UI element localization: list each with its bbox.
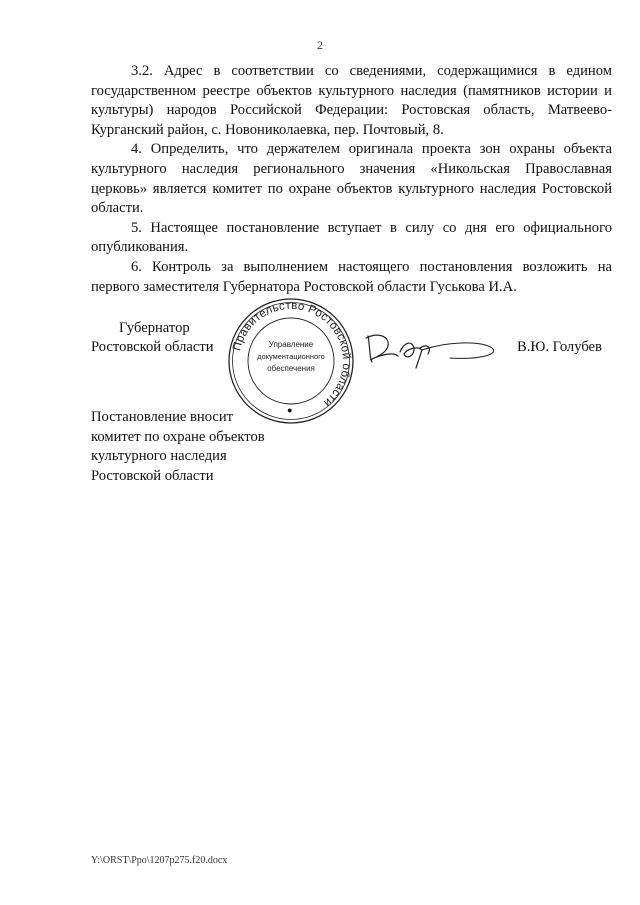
paragraph-4: 4. Определить, что держателем оригинала проекта зон охраны объекта культурного наследия регионального значения «Никольская Православная церковь» является комитет по охране объектов культурного наследия Ростовской области. xyxy=(91,141,612,217)
issuer-note-line2: комитет по охране объектов xyxy=(91,428,265,445)
issuer-note-line1: Постановление вносит xyxy=(91,409,234,425)
file-path-footer: Y:\ORST\Ppo\1207p275.f20.docx xyxy=(91,855,228,866)
handwritten-signature xyxy=(360,324,510,374)
resolution-body xyxy=(91,62,612,297)
seal-outer-text: Правительство Ростовской области xyxy=(231,299,353,409)
page-number: 2 xyxy=(317,38,323,52)
paragraph-5: 5. Настоящее постановление вступает в силу со дня его официального опубликования. xyxy=(91,219,612,256)
seal-inner-line2: документационного xyxy=(257,352,325,361)
signatory-title-line1: Губернатор xyxy=(119,320,190,336)
signatory-title-line2: Ростовской области xyxy=(91,339,214,355)
issuer-note-line4: Ростовской области xyxy=(91,467,214,484)
seal-inner-line1: Управление xyxy=(268,340,314,349)
signatory-name: В.Ю. Голубев xyxy=(517,339,602,355)
paragraph-6: 6. Контроль за выполнением настоящего постановления возложить на первого заместителя Губернатора Ростовской области Гуськова И.А. xyxy=(91,258,612,295)
seal-inner-line3: обеспечения xyxy=(267,364,315,373)
seal-bottom-star-icon: ● xyxy=(287,405,293,415)
issuer-note-line3: культурного наследия xyxy=(91,448,227,465)
paragraph-3-2: 3.2. Адрес в соответствии со сведениями, содержащимися в едином государственном реестре объектов культурного наследия (памятников истории и культуры) народов Российской Федерации: Ростовская область, Матвеево-Курганский район, с. Новониколаевка, пер. Почтовый, 8. xyxy=(91,63,612,138)
issuer-note xyxy=(91,408,351,486)
